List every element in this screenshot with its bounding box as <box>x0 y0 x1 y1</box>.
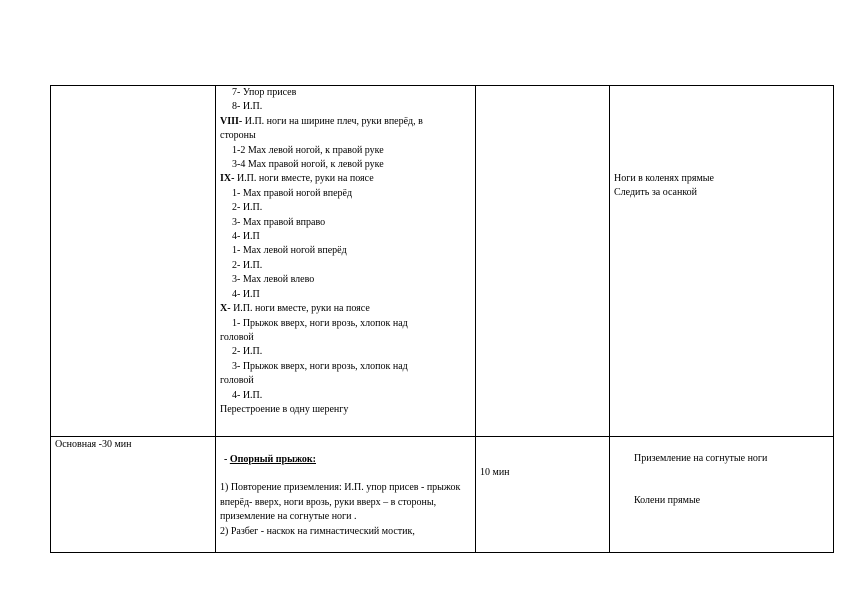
exercise-line-text: 3-4 Мах правой ногой, к левой руке <box>232 159 384 171</box>
exercise-line <box>220 331 471 345</box>
exercise-line <box>220 115 471 129</box>
exercise-content-cell <box>216 437 476 553</box>
exercise-line <box>220 86 471 100</box>
exercise-paragraph-runup: 2) Разбег - наскок на гимнастический мостик, <box>220 525 415 537</box>
exercise-line-text: 3- Мах правой вправо <box>232 216 326 228</box>
exercise-line-text: И.П. ноги вместе, руки на поясе <box>230 303 370 315</box>
exercise-line <box>220 129 471 143</box>
exercise-line-text: И.П. ноги вместе, руки на поясе <box>234 173 374 185</box>
exercise-line <box>220 230 471 244</box>
note-knees-straight: Колени прямые <box>634 495 701 507</box>
exercise-line <box>220 389 471 403</box>
exercise-line <box>220 100 471 114</box>
exercise-line-text: 3- Прыжок вверх, ноги врозь, хлопок над <box>232 360 408 372</box>
exercise-line-text: 4- И.П <box>232 231 260 243</box>
exercise-list <box>220 86 471 417</box>
section-title-text: Опорный прыжок: <box>229 454 317 465</box>
methodical-notes-cell <box>610 437 834 553</box>
exercise-line-text: 1- Прыжок вверх, ноги врозь, хлопок над <box>232 317 408 329</box>
exercise-line <box>220 244 471 258</box>
exercise-line <box>220 144 471 158</box>
exercise-line-text: 1- Мах левой ногой вперёд <box>232 245 347 257</box>
lesson-plan-table <box>50 85 834 553</box>
exercise-line-text: 2- И.П. <box>232 346 263 358</box>
note-knees-straight: Ноги в коленях прямые <box>614 173 714 184</box>
exercise-line-text: 7- Упор присев <box>232 87 297 98</box>
table-row <box>51 86 834 437</box>
exercise-line <box>220 172 471 186</box>
table-row <box>51 437 834 553</box>
exercise-line-text: И.П. ноги на ширине плеч, руки вперёд, в <box>242 115 423 127</box>
exercise-line-text: головой <box>220 375 254 387</box>
exercise-line-text: Перестроение в одну шеренгу <box>220 403 349 415</box>
methodical-notes-cell <box>610 86 834 437</box>
exercise-line <box>220 158 471 172</box>
exercise-line-text: 4- И.П <box>232 288 260 300</box>
exercise-line-text: 4- И.П. <box>232 389 263 401</box>
exercise-line <box>220 273 471 287</box>
exercise-line <box>220 317 471 331</box>
exercise-set-number: VIII- <box>220 115 243 127</box>
exercise-line <box>220 187 471 201</box>
exercise-set-number: IX- <box>220 173 235 185</box>
note-landing-bent-legs: Приземление на согнутые ноги <box>634 453 768 464</box>
exercise-line-text: стороны <box>220 130 256 142</box>
dosage-text: 10 мин <box>480 467 510 478</box>
exercise-content-cell <box>216 86 476 437</box>
exercise-set-number: X- <box>220 303 231 315</box>
exercise-line <box>220 302 471 316</box>
exercise-line-text: 1- Мах правой ногой вперёд <box>232 187 353 199</box>
exercise-paragraph-landing: 1) Повторение приземления: И.П. упор присев - прыжок вперёд- вверх, ноги врозь, руки вверх – в стороны, приземление на согнутые ноги . <box>220 482 461 523</box>
exercise-line-text: 3- Мах левой влево <box>232 274 315 286</box>
exercise-line-text: 8- И.П. <box>232 101 263 113</box>
exercise-line <box>220 345 471 359</box>
section-title <box>220 453 471 467</box>
exercise-line <box>220 216 471 230</box>
section-title-dash: - <box>224 454 230 465</box>
note-posture: Следить за осанкой <box>614 187 698 199</box>
lesson-part-main: Основная -30 мин <box>55 439 132 450</box>
exercise-line-text: 2- И.П. <box>232 259 263 271</box>
exercise-line <box>220 259 471 273</box>
exercise-line <box>220 360 471 374</box>
exercise-line <box>220 403 471 417</box>
exercise-line <box>220 201 471 215</box>
lesson-part-cell <box>51 437 216 553</box>
exercise-line <box>220 288 471 302</box>
exercise-line <box>220 374 471 388</box>
exercise-line-text: головой <box>220 331 254 343</box>
dosage-cell <box>476 437 610 553</box>
dosage-cell <box>476 86 610 437</box>
lesson-part-cell <box>51 86 216 437</box>
exercise-line-text: 1-2 Мах левой ногой, к правой руке <box>232 144 384 156</box>
exercise-line-text: 2- И.П. <box>232 202 263 214</box>
